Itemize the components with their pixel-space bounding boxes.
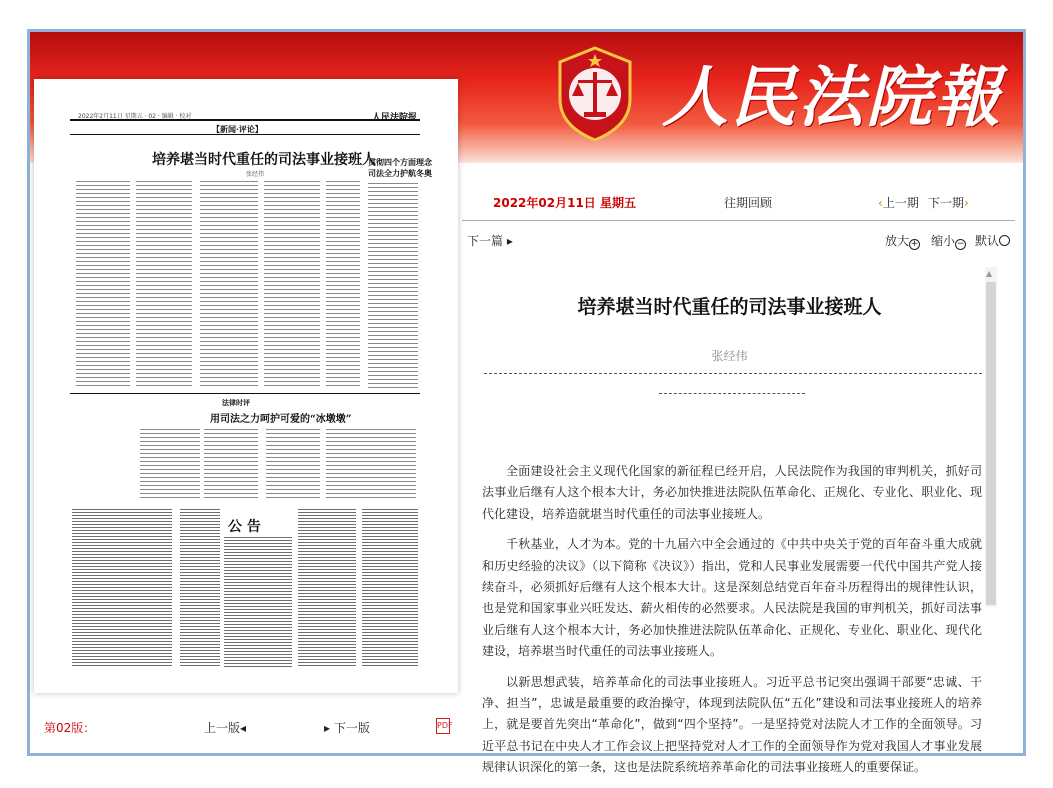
issue-date: 2022年02月11日 星期五 xyxy=(493,196,636,210)
scroll-up-icon[interactable]: ▲ xyxy=(986,269,993,278)
article-body xyxy=(482,461,982,788)
prev-issue-link[interactable]: ‹上一期 xyxy=(878,196,919,210)
preview-headline[interactable]: 培养堪当时代重任的司法事业接班人 xyxy=(152,152,376,168)
plus-circle-icon: + xyxy=(910,239,919,249)
article-paragraph: 千秋基业，人才为本。党的十九届六中全会通过的《中共中央关于党的百年奋斗重大成就和历史经验的决议》（以下简称《决议》）指出，党和人民事业发展需要一代代中国共产党人接续奋斗，必须抓好后继有人这个根本大计。这是深刻总结党百年奋斗历程得出的规律性认识，也是党和国家事业兴旺发达、薪火相传的必然要求。人民法院是我国的审判机关，抓好司法事业后继有人这个根本大计，务必加快推进法院队伍革命化、正规化、专业化、职业化、现代化建设，培养堪当时代重任的司法事业接班人。 xyxy=(482,537,982,659)
divider xyxy=(659,393,805,394)
zoom-default-button[interactable]: 默认 xyxy=(975,232,1010,249)
prev-page-link[interactable]: 上一版◂ xyxy=(204,721,247,735)
article-title: 培养堪当时代重任的司法事业接班人 xyxy=(577,296,882,318)
article-author: 张经伟 xyxy=(711,349,748,363)
zoom-in-button[interactable]: 放大 + xyxy=(885,234,919,249)
court-emblem-icon xyxy=(550,44,640,144)
article-paragraph: 全面建设社会主义现代化国家的新征程已经开启，人民法院作为我国的审判机关，抓好司法事业后继有人这个根本大计，务必加快推进法院队伍革命化、正规化、专业化、职业化、现代化建设，培养造就堪当时代重任的司法事业接班人。 xyxy=(482,464,982,521)
page-label: 第02版： xyxy=(44,721,96,735)
next-page-link[interactable]: ▸ 下一版 xyxy=(324,721,370,735)
masthead-title: 人民法院報 xyxy=(662,58,1002,136)
pdf-icon[interactable]: PDF xyxy=(436,718,450,734)
minus-circle-icon: − xyxy=(956,239,965,249)
issue-bar xyxy=(462,190,1015,212)
preview-sub-headline[interactable]: 用司法之力呵护可爱的“冰墩墩” xyxy=(210,414,352,425)
history-link[interactable]: 往期回顾 xyxy=(724,196,773,210)
preview-notice-title: 公 告 xyxy=(228,519,261,535)
newspaper-page-preview[interactable]: 2022年2月11日 星期五 · 02 · 编辑 · 校对 【新闻·评论】 人民法院报 培养堪当时代重任的司法事业接班人 张经伟 贯彻四个方面理念 司法全力护航冬奥 法律时评 用司法之力呵护可爱的“冰墩墩” 公 告 xyxy=(34,79,458,693)
preview-side-headline-2[interactable]: 司法全力护航冬奥 xyxy=(368,168,432,178)
zoom-out-button[interactable]: 缩小 − xyxy=(931,234,965,249)
page-frame xyxy=(27,29,1026,775)
preview-column-tag: 法律时评 xyxy=(222,398,250,407)
article-toolbar xyxy=(462,220,1015,260)
next-article-link[interactable]: 下一篇 ▸ xyxy=(467,234,513,248)
preview-byline: 张经伟 xyxy=(246,171,265,178)
article-paragraph: 以新思想武装，培养革命化的司法事业接班人。习近平总书记突出强调干部要“忠诚、干净、担当”，忠诚是最重要的政治操守，体现到法院队伍“五化”建设和司法事业接班人的培养上，就是要首先突出“革命化”，做到“四个坚持”。一是坚持党对法院人才工作的全面领导。习近平总书记在中央人才工作会议上把坚持党对人才工作的全面领导作为党对我国人才事业发展规律认识深化的第一条，这也是法院系统培养革命化的司法事业接班人的重要保证。 xyxy=(482,674,982,775)
article-scrollbar[interactable] xyxy=(985,267,997,607)
radio-circle-icon xyxy=(999,235,1010,246)
preview-section-tag: 【新闻·评论】 xyxy=(212,124,263,134)
divider xyxy=(484,373,982,374)
article-panel[interactable] xyxy=(462,270,1015,775)
next-issue-link[interactable]: 下一期› xyxy=(928,196,969,210)
preview-brand: 人民法院报 xyxy=(372,113,418,123)
scrollbar-thumb[interactable] xyxy=(986,282,996,605)
page-nav xyxy=(34,706,458,746)
preview-side-headline-1[interactable]: 贯彻四个方面理念 xyxy=(368,157,432,167)
